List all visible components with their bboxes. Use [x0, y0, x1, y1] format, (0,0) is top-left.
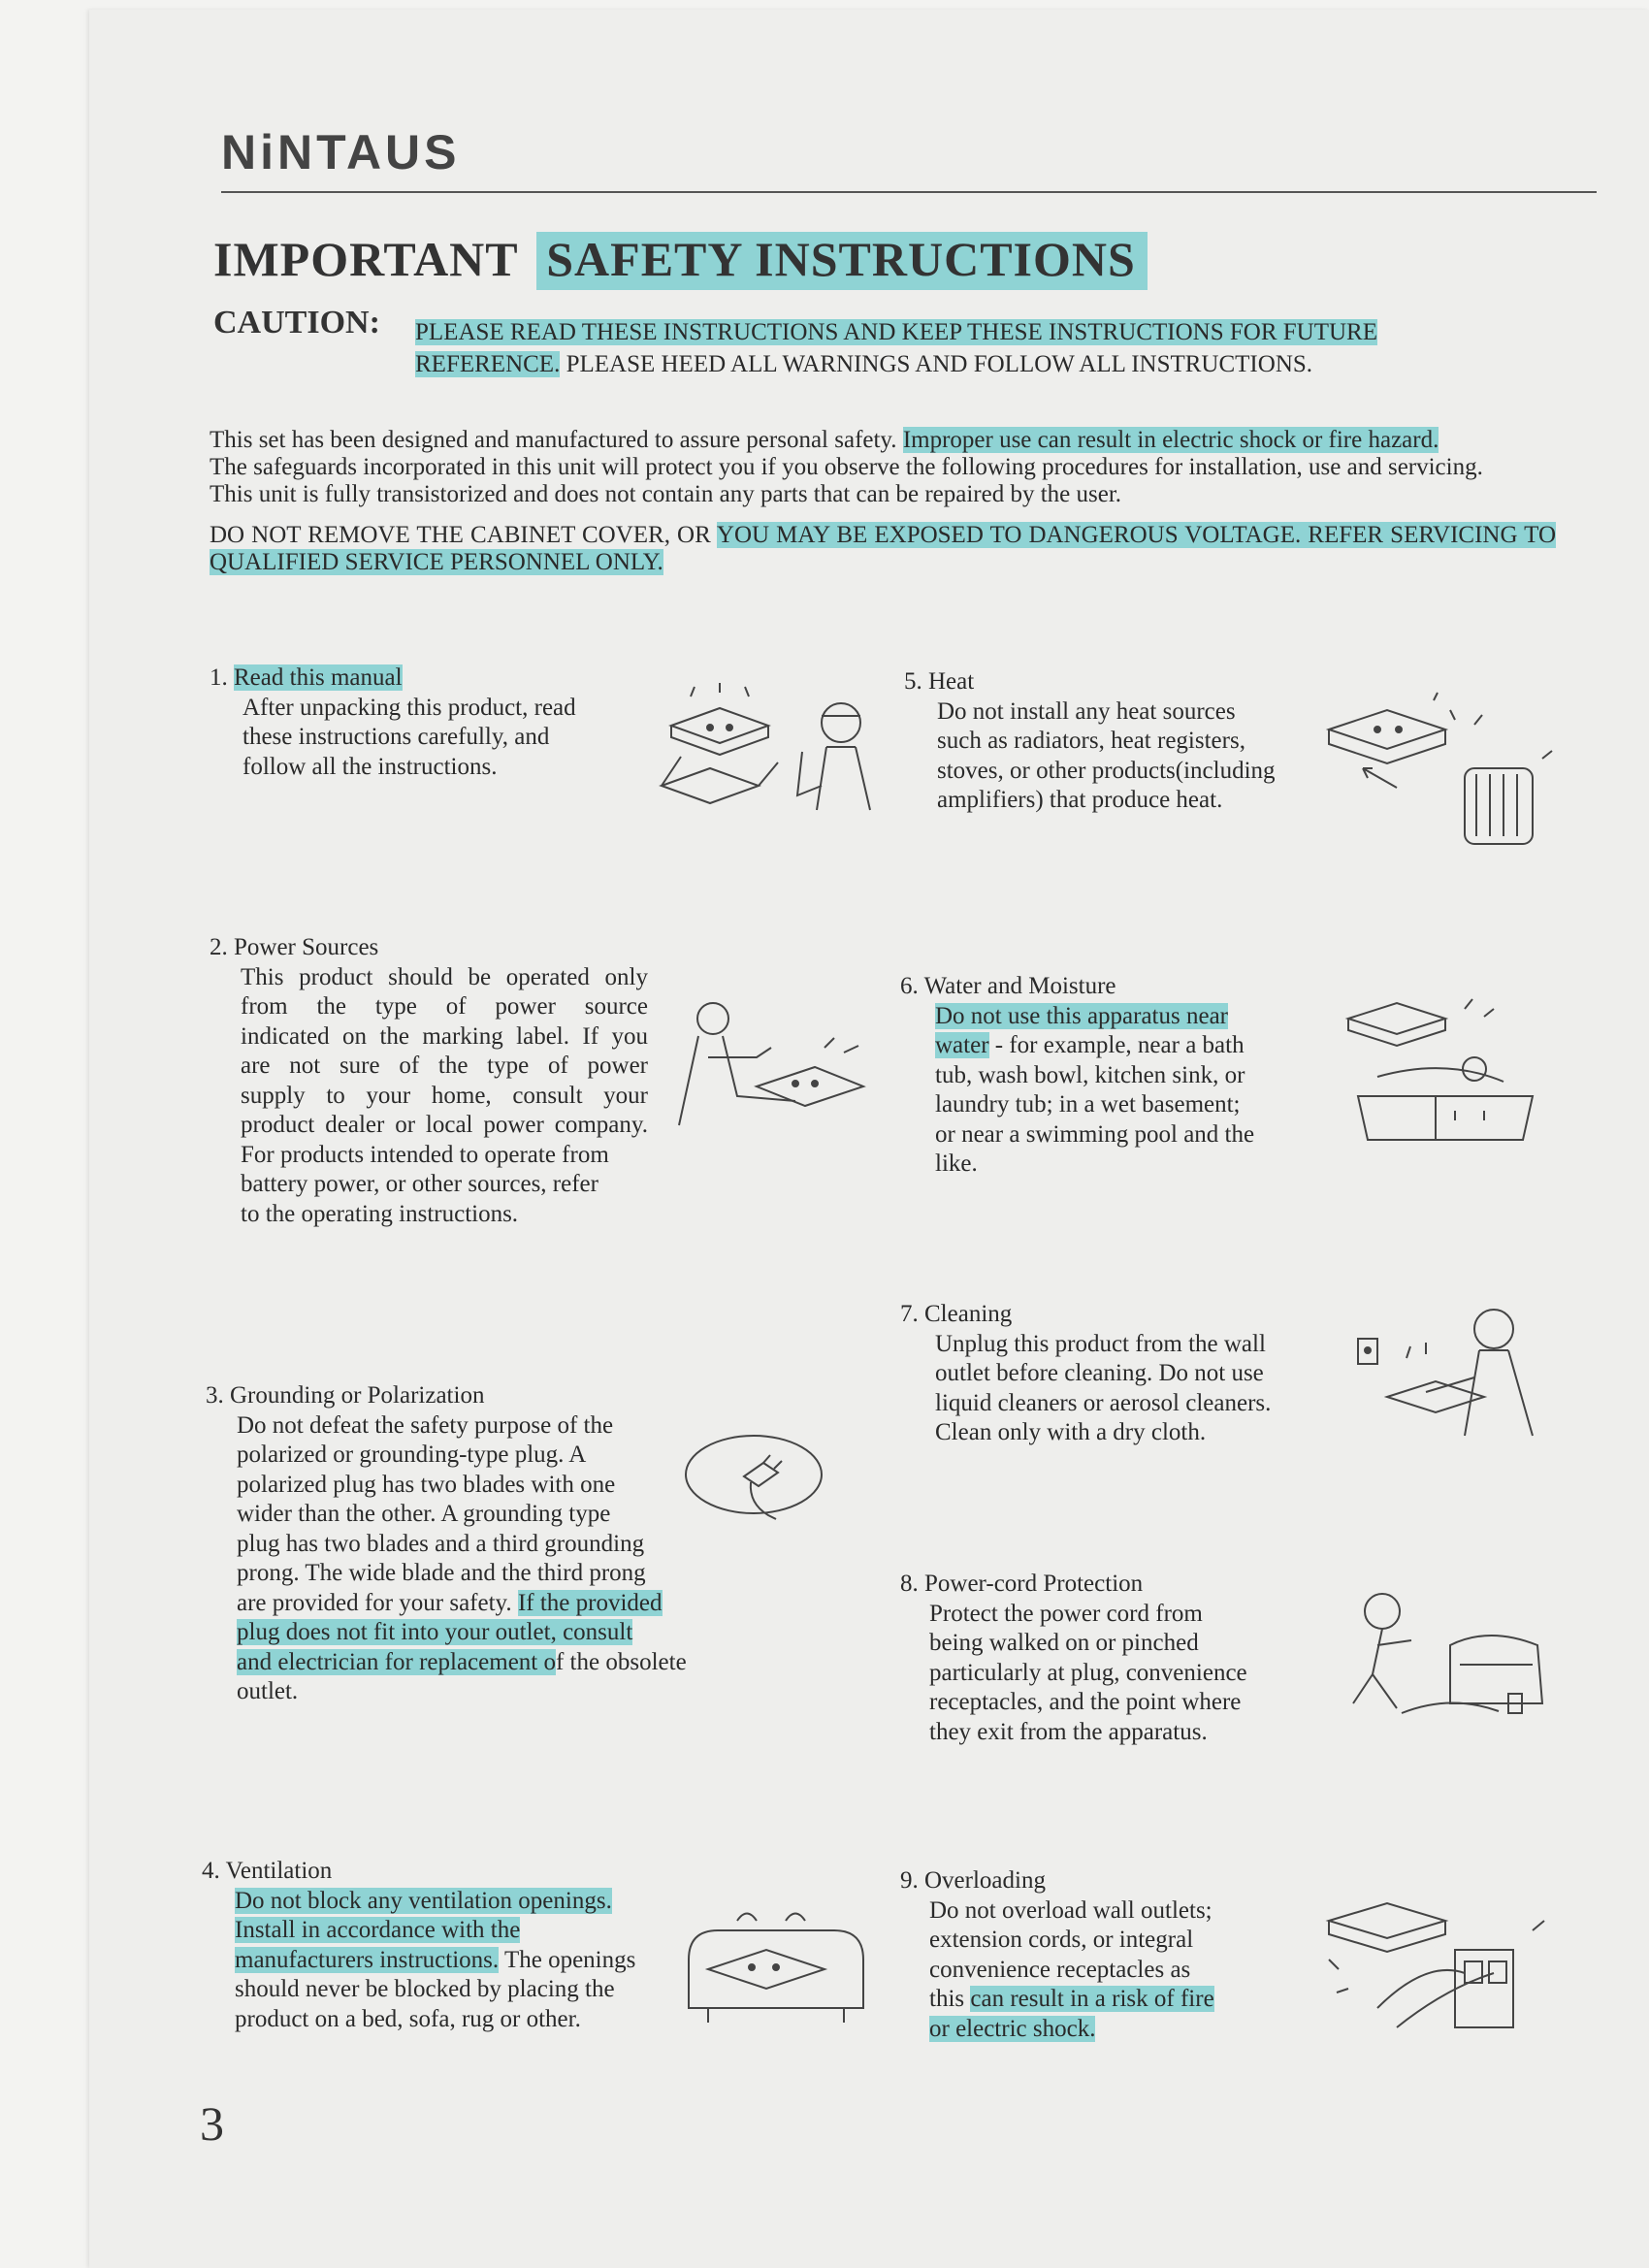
line-highlight: and electrician for replacement o [237, 1648, 556, 1675]
caution-label: CAUTION: [213, 305, 380, 340]
power-cord-illustration [1343, 1587, 1552, 1723]
line-highlight: or electric shock. [929, 2015, 1096, 2042]
item-line [237, 1589, 710, 1619]
item-line: product dealer or local power company. [241, 1112, 648, 1138]
caution-highlight: PLEASE READ THESE INSTRUCTIONS AND KEEP THESE INSTRUCTIONS FOR FUTURE REFERENCE. [415, 319, 1377, 377]
item-line: battery power, or other sources, refer [241, 1171, 598, 1197]
item-line: indicated on the marking label. If you [241, 1022, 648, 1050]
item-line: are not sure of the type of power [241, 1053, 648, 1079]
warning-plain: DO NOT REMOVE THE CABINET COVER, OR [210, 522, 717, 548]
item-line [235, 1946, 687, 1976]
item-number: 2. [210, 934, 228, 960]
item-line [235, 1887, 687, 1917]
power-plug-illustration [669, 989, 883, 1135]
item-line [935, 1031, 1273, 1061]
line-highlight: can result in a risk of fire [970, 1986, 1214, 2012]
item-line [235, 1916, 687, 1946]
header-rule [221, 191, 1597, 193]
item-title: Overloading [924, 1867, 1046, 1894]
line-highlight: manufacturers instructions. [235, 1946, 500, 1973]
item-line: Unplug this product from the wall [935, 1330, 1266, 1357]
item-line: particularly at plug, convenience [929, 1659, 1247, 1686]
item-number: 3. [206, 1382, 224, 1409]
item-number: 4. [202, 1858, 220, 1884]
item-line: wider than the other. A grounding type [237, 1501, 611, 1527]
item-line: product on a bed, sofa, rug or other. [235, 2005, 581, 2032]
reading-manual-illustration [652, 679, 904, 815]
item-number: 5. [904, 668, 922, 695]
item-line: plug has two blades and a third grounding [237, 1530, 645, 1557]
item-line: Clean only with a dry cloth. [935, 1419, 1207, 1445]
item-line: to the operating instructions. [241, 1200, 519, 1227]
line-highlight: Do not block any ventilation openings. [235, 1887, 612, 1914]
item-line: receptacles, and the point where [929, 1689, 1242, 1715]
item-line: outlet before cleaning. Do not use [935, 1360, 1264, 1386]
item-title: Power-cord Protection [924, 1571, 1144, 1597]
item-line: or near a swimming pool and the [935, 1120, 1255, 1148]
brand-logo: NiNTAUS [221, 125, 461, 179]
item-number: 9. [900, 1867, 919, 1894]
intro-line-2: The safeguards incorporated in this unit will protect you if you observe the following procedures for installation, use and servicing. [210, 454, 1483, 480]
sofa-ventilation-illustration [679, 1901, 873, 2027]
voltage-warning [210, 522, 1556, 576]
item-line: they exit from the apparatus. [929, 1718, 1208, 1745]
item-title: Heat [928, 668, 975, 695]
warning-highlight: YOU MAY BE EXPOSED TO DANGEROUS VOLTAGE. REFER SERVICING TO QUALIFIED SERVICE PERSONNEL ONLY. [210, 522, 1557, 575]
item-title: Cleaning [924, 1301, 1013, 1327]
page-title [213, 231, 1148, 287]
item-title: Ventilation [225, 1858, 333, 1884]
line-plain: - for example, near a bath [988, 1032, 1245, 1058]
item-ventilation [202, 1857, 687, 2034]
item-title: Grounding or Polarization [230, 1382, 485, 1409]
item-line: stoves, or other products(including [937, 757, 1276, 784]
item-line: like. [935, 1150, 978, 1177]
page-number: 3 [200, 2096, 224, 2151]
item-line [237, 1618, 710, 1648]
line-highlight: Do not use this apparatus near [935, 1002, 1229, 1029]
item-line: these instructions carefully, and [242, 724, 550, 750]
item-line: supply to your home, consult your [241, 1082, 648, 1109]
intro-paragraph [210, 427, 1568, 508]
item-line: Protect the power cord from [929, 1600, 1203, 1627]
line-highlight: Install in accordance with the [235, 1917, 521, 1943]
item-power-cord [900, 1570, 1308, 1747]
item-line: convenience receptacles as [929, 1956, 1191, 1983]
item-number: 6. [900, 973, 919, 999]
item-line: should never be blocked by placing the [235, 1976, 615, 2002]
item-line [929, 2015, 1269, 2045]
bathtub-water-illustration [1339, 989, 1552, 1145]
item-line: prong. The wide blade and the third prong [237, 1560, 646, 1586]
intro-line-3: This unit is fully transistorized and does not contain any parts that can be repaired by the user. [210, 481, 1122, 507]
item-number: 7. [900, 1301, 919, 1327]
item-grounding [206, 1381, 710, 1707]
item-line: For products intended to operate from [241, 1141, 609, 1168]
item-water-moisture [900, 972, 1273, 1180]
radiator-heat-illustration [1319, 691, 1562, 846]
line-highlight: If the provided [517, 1589, 663, 1616]
title-prefix: IMPORTANT [213, 232, 518, 286]
line-highlight: plug does not fit into your outlet, consult [237, 1619, 633, 1645]
item-line: amplifiers) that produce heat. [937, 787, 1223, 813]
item-line: liquid cleaners or aerosol cleaners. [935, 1389, 1272, 1416]
item-line [935, 1002, 1273, 1032]
item-line: polarized plug has two blades with one [237, 1471, 616, 1498]
item-line: Do not install any heat sources [937, 697, 1236, 725]
item-line: follow all the instructions. [242, 753, 498, 780]
grounding-plug-illustration [681, 1426, 836, 1523]
line-plain: are provided for your safety. [237, 1589, 518, 1616]
intro-highlight: Improper use can result in electric shock or fire hazard. [902, 427, 1439, 453]
caution-text [415, 316, 1463, 380]
item-line: tub, wash bowl, kitchen sink, or [935, 1061, 1245, 1088]
item-title: Power Sources [234, 934, 379, 960]
item-line: polarized or grounding-type plug. A [237, 1442, 587, 1468]
item-line: from the type of power source [241, 993, 648, 1020]
item-line: This product should be operated only [241, 963, 648, 990]
item-line: being walked on or pinched [929, 1630, 1199, 1656]
overloaded-outlet-illustration [1319, 1892, 1557, 2037]
item-line: extension cords, or integral [929, 1927, 1194, 1953]
item-cleaning [900, 1300, 1327, 1448]
item-line: such as radiators, heat registers, [937, 728, 1245, 754]
item-line: After unpacking this product, read [242, 694, 576, 721]
cleaning-illustration [1348, 1300, 1552, 1445]
item-line: outlet. [237, 1678, 299, 1704]
line-highlight: water [935, 1032, 989, 1058]
item-title: Read this manual [234, 664, 403, 691]
caution-rest: PLEASE HEED ALL WARNINGS AND FOLLOW ALL INSTRUCTIONS. [560, 351, 1313, 377]
item-number: 8. [900, 1571, 919, 1597]
item-heat [904, 667, 1311, 816]
line-plain: f the obsolete [555, 1648, 687, 1675]
item-line: Do not overload wall outlets; [929, 1896, 1212, 1924]
item-power-sources [210, 933, 648, 1229]
item-title: Water and Moisture [923, 973, 1116, 999]
item-line: laundry tub; in a wet basement; [935, 1091, 1241, 1118]
item-read-manual [210, 664, 656, 782]
item-line [237, 1648, 710, 1678]
item-overloading [900, 1866, 1269, 2044]
line-plain: The openings [499, 1946, 636, 1973]
line-plain: this [929, 1986, 971, 2012]
item-line: Do not defeat the safety purpose of the [237, 1411, 614, 1439]
item-number: 1. [210, 664, 228, 691]
intro-plain: This set has been designed and manufactured to assure personal safety. [210, 427, 903, 453]
title-highlight: SAFETY INSTRUCTIONS [536, 232, 1148, 290]
intro-line-1 [210, 427, 1568, 454]
item-line [929, 1985, 1269, 2015]
